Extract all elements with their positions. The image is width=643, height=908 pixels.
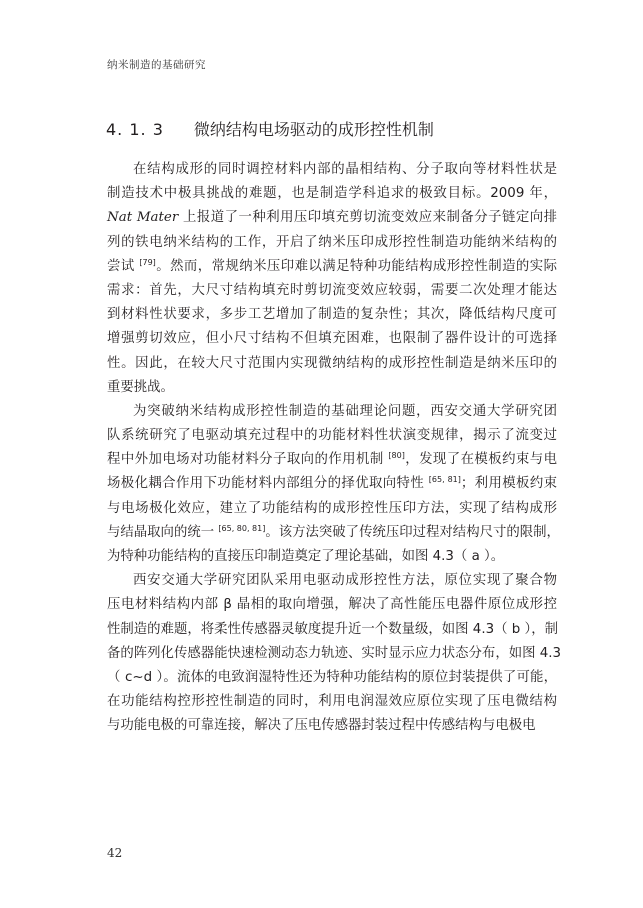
text-line: 增强剪切效应，但小尺寸结构不但填充困难，也限制了器件设计的可选择 — [107, 331, 557, 347]
running-head: 纳米制造的基础研究 — [107, 59, 206, 71]
text-line: 西安交通大学研究团队采用电驱动成形控性方法，原位实现了聚合物 — [133, 573, 557, 589]
text-line — [107, 521, 560, 545]
text-line: 需求：首先，大尺寸结构填充时剪切流变效应较弱，需要二次处理才能达 — [107, 282, 557, 298]
line-text: ，发现了在模板约束与电 — [404, 452, 557, 468]
line-text: 上报道了一种利用压印填充剪切流变效应来制备分子链定向排 — [178, 210, 557, 226]
text-line: 为特种功能结构的直接压印制造奠定了理论基础，如图 4.3（ a ）。 — [107, 549, 505, 564]
line-text: 程中外加电场对功能材料分子取向的作用机制 — [107, 452, 389, 468]
text-line: （ c~d ）。流体的电致润湿特性还为特种功能结构的原位封装提供了可能， — [107, 669, 557, 685]
line-text: ；利用模板约束 — [460, 476, 558, 492]
text-line: 制造技术中极具挑战的难题，也是制造学科追求的极致目标。2009 年， — [107, 186, 557, 202]
citation-ref: [65, 80, 81] — [218, 523, 266, 533]
text-line: 与功能电极的可靠连接，解决了压电传感器封装过程中传感结构与电极电 — [107, 718, 536, 734]
text-line: 在功能结构控形控性制造的同时，利用电润湿效应原位实现了压电微结构 — [107, 694, 557, 710]
text-line: 性制造的难题，将柔性传感器灵敏度提升近一个数量级，如图 4.3（ b ），制 — [107, 621, 558, 637]
body-text — [107, 158, 562, 739]
paragraph — [107, 158, 557, 400]
text-line: 备的阵列化传感器能快速检测动态力轨迹、实时显示应力状态分布，如图 4.3 — [107, 645, 562, 661]
line-text: 尝试 — [107, 258, 140, 274]
text-line: 列的铁电纳米结构的工作，开启了纳米压印成形控性制造功能纳米结构的 — [107, 234, 557, 250]
page-number: 42 — [107, 846, 123, 860]
journal-name: Nat Mater — [107, 210, 179, 226]
text-line — [107, 448, 557, 472]
line-text: 。然而，常规纳米压印难以满足特种功能结构成形控性制造的实际 — [155, 258, 557, 274]
citation-ref: [79] — [139, 257, 156, 267]
line-text: 场极化耦合作用下功能材料内部组分的择优取向特性 — [107, 476, 429, 492]
text-line: 性。因此，在较大尺寸范围内实现微纳结构的成形控性制造是纳米压印的 — [107, 355, 557, 371]
text-line: 与电场极化效应，建立了功能结构的成形控性压印方法，实现了结构成形 — [107, 500, 557, 516]
text-line: 队系统研究了电驱动填充过程中的功能材料性状演变规律，揭示了流变过 — [107, 428, 557, 444]
line-text: 。该方法突破了传统压印过程对结构尺寸的限制， — [265, 524, 560, 540]
text-line: 在结构成形的同时调控材料内部的晶相结构、分子取向等材料性状是 — [133, 162, 557, 177]
text-line — [107, 206, 557, 230]
paragraph — [107, 400, 560, 569]
line-text: 与结晶取向的统一 — [107, 524, 219, 540]
section-heading — [106, 117, 434, 140]
text-line: 为突破纳米结构成形控性制造的基础理论问题，西安交通大学研究团 — [133, 403, 557, 419]
citation-ref: [80] — [388, 451, 405, 461]
section-title: 微纳结构电场驱动的成形控性机制 — [193, 120, 434, 139]
paragraph — [107, 569, 562, 738]
text-line: 压电材料结构内部 β 晶相的取向增强，解决了高性能压电器件原位成形控 — [107, 597, 557, 613]
citation-ref: [65, 81] — [428, 475, 461, 485]
section-number: 4. 1. 3 — [106, 120, 164, 139]
text-line — [107, 255, 557, 279]
text-line — [107, 472, 557, 496]
text-line: 重要挑战。 — [107, 379, 174, 395]
text-line: 到材料性状要求，多步工艺增加了制造的复杂性；其次，降低结构尺度可 — [107, 307, 557, 323]
